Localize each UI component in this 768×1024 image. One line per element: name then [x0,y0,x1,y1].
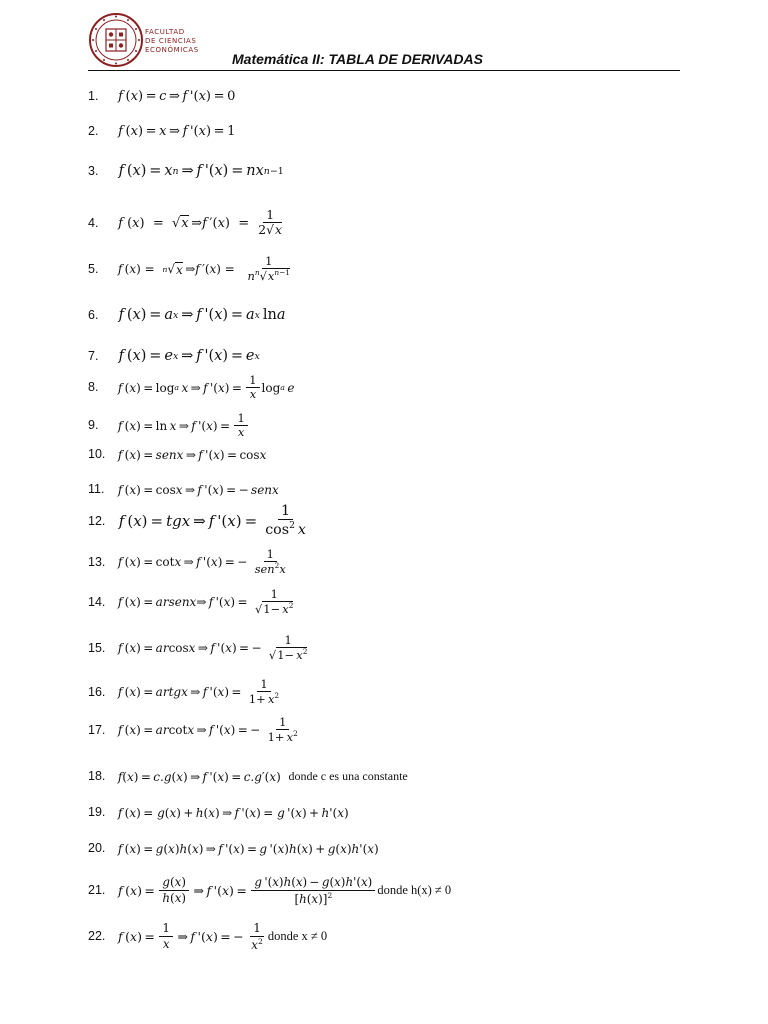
formula: f ( x ) = artgx ⇒ f '( x ) = 1 $1+ x^2$ [117,677,280,706]
formula: f ( x ) = log a x ⇒ f '( x ) = 1 x log a e [117,373,295,402]
formula: f ( x ) = cot x ⇒ f '( x ) = − 1 sen$^2$x [117,547,286,576]
derivative-rule-2: 2. f ( x ) = x ⇒ f '( x ) = 1 [88,124,236,139]
derivative-rule-19: 19. f ( x ) = g ( x ) + h ( x ) ⇒ f '( x ) = g '( x ) + h '( x ) [88,805,349,820]
faculty-name: FACULTAD DE CIENCIAS ECONÓMICAS [145,28,199,54]
derivative-rule-21: 21. f ( x ) = g(x) h(x) ⇒ f '( x ) = g '(x)h(x) − g(x)h'(x) $[h(x)]^2$ donde h(x) ≠ 0 [88,875,452,906]
formula: f ( x ) = g ( x ) h ( x ) ⇒ f '( x ) = g '( x ) h ( x ) + g ( x ) h '( x ) [117,841,379,856]
title-divider [88,70,680,71]
derivative-rule-18: 18. f ( x ) = c . g ( x ) ⇒ f '( x ) = c . g ′( x ) donde c es una constante [88,769,408,784]
derivative-rule-6: 6. f ( x ) = a x ⇒ f '( x ) = a x ln a [88,307,286,323]
derivative-rule-14: 14. f ( x ) = arsenx ⇒ f '( x ) = 1 $√1- x^2$ [88,588,298,617]
formula: f ( x ) = ln x ⇒ f '( x ) = 1 x [118,412,250,440]
page-title: Matemática II: TABLA DE DERIVADAS [232,51,483,67]
formula: f ( x ) = ar cot x ⇒ f '( x ) = − 1 $1+ x^2$ [117,715,298,744]
derivative-rule-13: 13. f ( x ) = cot x ⇒ f '( x ) = − 1 sen$^2$x [88,548,291,577]
derivative-rule-16: 16. f ( x ) = artgx ⇒ f '( x ) = 1 $1+ x^2$ [88,678,284,707]
faculty-seal-logo [88,12,144,68]
formula: f ( x ) = arsenx ⇒ f '( x ) = 1 $√1- x^2$ [117,587,294,616]
derivative-rule-11: 11. f ( x ) = cos x ⇒ f '( x ) = − senx [88,482,279,497]
formula: f ( x ) = 1 x ⇒ f '( x ) = − 1 $x^2$ donde x ≠ 0 [117,921,328,952]
derivative-rule-15: 15. f ( x ) = ar cos x ⇒ f '( x ) = − 1 $√1- x^2$ [88,634,312,663]
derivative-rule-5: 5. f ( x ) = n √ x ⇒ f ′( x ) = 1 $n^n√x^{n-1}$ [88,255,295,284]
formula: f ( x ) = n √ x ⇒ f ′( x ) = 1 $n^n√x^{n-1}$ [117,254,291,283]
formula: f ( x ) = c ⇒ f '( x ) = 0 [118,89,236,104]
formula: f ( x ) = tgx ⇒ f '( x ) = 1 $\cos^2 x$ [118,503,306,539]
formula: f ( x ) = g(x) h(x) ⇒ f '( x ) = g '(x)h(x) − g(x)h'(x) $[h(x)]^2$ donde h(x) ≠ 0 [117,875,452,906]
formula: f ( x ) = cos x ⇒ f '( x ) = − senx [117,482,279,497]
formula: f ( x ) = √ x ⇒ f ′( x ) = 1 2√x [118,208,282,238]
derivative-rule-8: 8. f ( x ) = log a x ⇒ f '( x ) = 1 x log a e [88,373,295,402]
formula: f ( x ) = c . g ( x ) ⇒ f '( x ) = c . g ′( x ) donde c es una constante [117,769,408,784]
formula: f ( x ) = senx ⇒ f '( x ) = cos x [117,447,267,462]
derivative-rule-22: 22. f ( x ) = 1 x ⇒ f '( x ) = − 1 $x^2$ donde x ≠ 0 [88,921,328,952]
derivative-rule-10: 10. f ( x ) = senx ⇒ f '( x ) = cos x [88,447,267,462]
derivative-rule-7: 7. f ( x ) = e x ⇒ f '( x ) = e x [88,348,260,364]
derivative-rule-4: 4. f ( x ) = √ x ⇒ f ′( x ) = 1 2√x [88,208,287,238]
formula: f ( x ) = a x ⇒ f '( x ) = a x ln a [118,307,286,323]
formula: f ( x ) = g ( x ) + h ( x ) ⇒ f '( x ) = g '( x ) + h '( x ) [117,805,349,820]
derivative-rule-9: 9. f ( x ) = ln x ⇒ f '( x ) = 1 x [88,412,250,440]
derivative-rule-3: 3. f ( x ) = x n ⇒ f '( x ) = nx n−1 [88,163,284,179]
formula: f ( x ) = ar cos x ⇒ f '( x ) = − 1 $√1- x^2$ [117,633,308,662]
derivative-rule-1: 1. f ( x ) = c ⇒ f '( x ) = 0 [88,89,236,104]
derivative-rule-12: 12. f ( x ) = tgx ⇒ f '( x ) = 1 $\cos^2 x$ [88,503,311,539]
derivative-rule-20: 20. f ( x ) = g ( x ) h ( x ) ⇒ f '( x ) = g '( x ) h ( x ) + g ( x ) h '( x ) [88,841,379,856]
formula: f ( x ) = x n ⇒ f '( x ) = nx n−1 [118,163,284,179]
formula: f ( x ) = x ⇒ f '( x ) = 1 [118,124,236,139]
derivative-rule-17: 17. f ( x ) = ar cot x ⇒ f '( x ) = − 1 $1+ x^2$ [88,716,303,745]
formula: f ( x ) = e x ⇒ f '( x ) = e x [118,348,260,364]
